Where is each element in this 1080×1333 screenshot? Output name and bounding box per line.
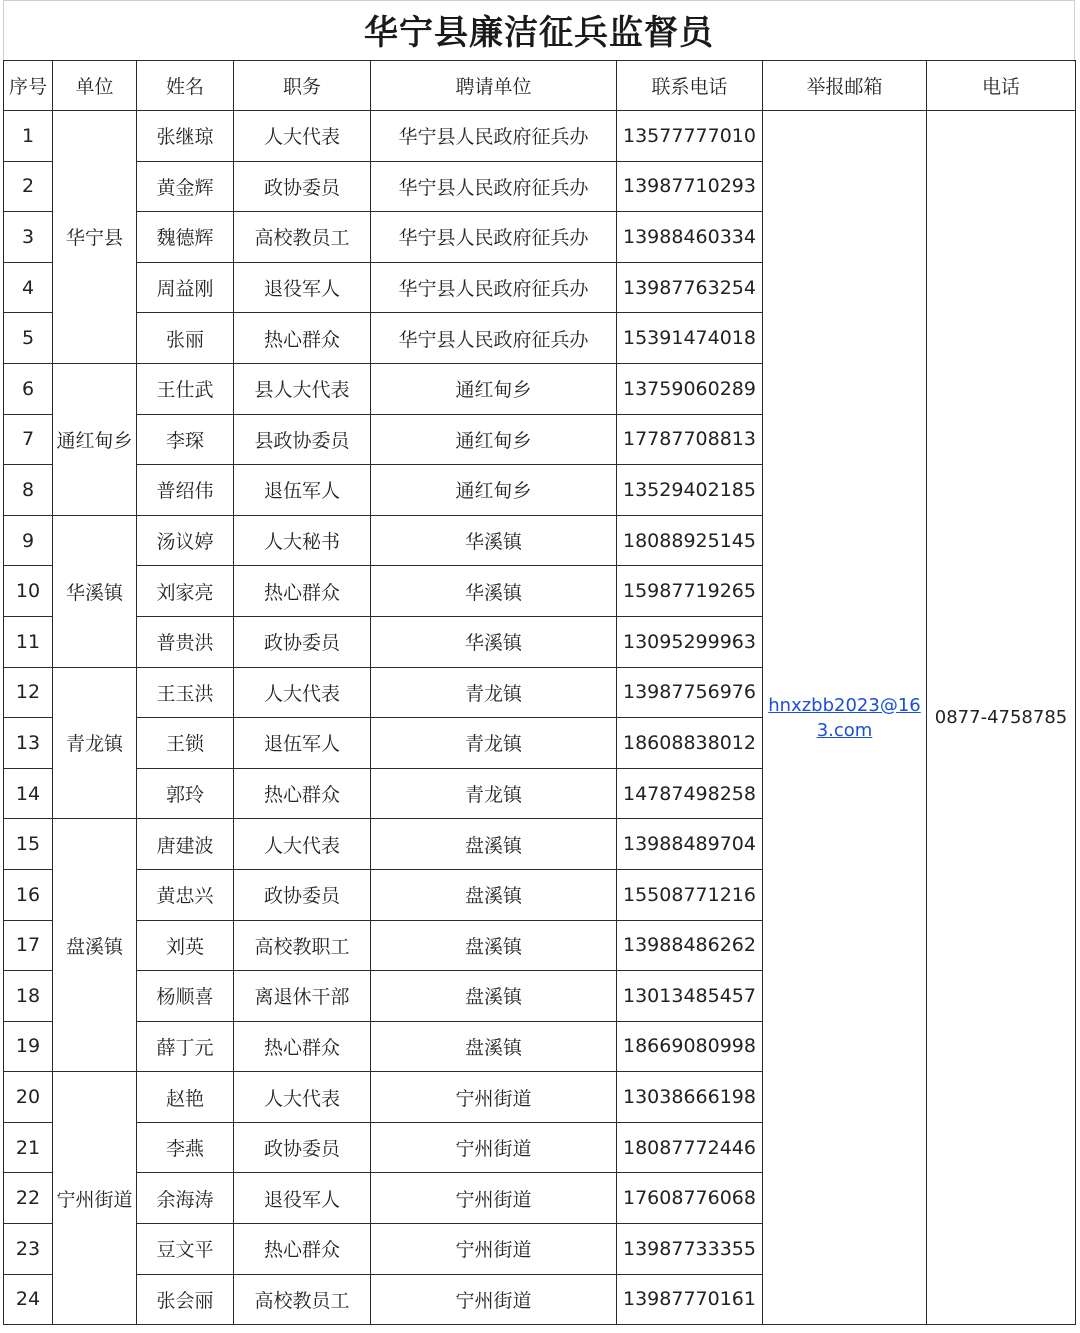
cell-index: 2 bbox=[4, 161, 53, 212]
cell-unit: 宁州街道 bbox=[53, 1072, 137, 1325]
cell-position: 高校教职工 bbox=[234, 920, 371, 971]
cell-contact-phone: 13987733355 bbox=[617, 1224, 763, 1275]
cell-index: 20 bbox=[4, 1072, 53, 1123]
cell-index: 18 bbox=[4, 971, 53, 1022]
cell-hiring-unit: 盘溪镇 bbox=[371, 869, 617, 920]
cell-position: 人大代表 bbox=[234, 667, 371, 718]
cell-hiring-unit: 盘溪镇 bbox=[371, 920, 617, 971]
cell-index: 14 bbox=[4, 768, 53, 819]
cell-hiring-unit: 青龙镇 bbox=[371, 768, 617, 819]
cell-index: 6 bbox=[4, 363, 53, 414]
header-position: 职务 bbox=[234, 61, 371, 111]
cell-index: 7 bbox=[4, 414, 53, 465]
supervisor-table bbox=[3, 60, 1076, 1325]
report-email-link[interactable]: hnxzbb2023@163.com bbox=[768, 694, 921, 741]
header-name: 姓名 bbox=[137, 61, 234, 111]
cell-name: 郭玲 bbox=[137, 768, 234, 819]
cell-contact-phone: 18669080998 bbox=[617, 1021, 763, 1072]
cell-position: 政协委员 bbox=[234, 161, 371, 212]
cell-position: 热心群众 bbox=[234, 313, 371, 364]
cell-unit: 通红甸乡 bbox=[53, 363, 137, 515]
cell-position: 离退休干部 bbox=[234, 971, 371, 1022]
cell-name: 张继琼 bbox=[137, 111, 234, 162]
cell-index: 23 bbox=[4, 1224, 53, 1275]
cell-name: 王仕武 bbox=[137, 363, 234, 414]
cell-position: 高校教员工 bbox=[234, 212, 371, 263]
cell-hiring-unit: 华宁县人民政府征兵办 bbox=[371, 313, 617, 364]
cell-hiring-unit: 通红甸乡 bbox=[371, 363, 617, 414]
cell-hiring-unit: 宁州街道 bbox=[371, 1173, 617, 1224]
header-row bbox=[4, 61, 1076, 111]
cell-contact-phone: 13013485457 bbox=[617, 971, 763, 1022]
cell-contact-phone: 13987756976 bbox=[617, 667, 763, 718]
cell-name: 刘家亮 bbox=[137, 566, 234, 617]
cell-contact-phone: 13577777010 bbox=[617, 111, 763, 162]
cell-index: 9 bbox=[4, 515, 53, 566]
cell-hiring-unit: 华宁县人民政府征兵办 bbox=[371, 212, 617, 263]
header-contact-phone: 联系电话 bbox=[617, 61, 763, 111]
page-title: 华宁县廉洁征兵监督员 bbox=[3, 0, 1075, 62]
header-report-email: 举报邮箱 bbox=[763, 61, 927, 111]
cell-position: 政协委员 bbox=[234, 616, 371, 667]
cell-hiring-unit: 盘溪镇 bbox=[371, 1021, 617, 1072]
cell-name: 刘英 bbox=[137, 920, 234, 971]
cell-name: 普贵洪 bbox=[137, 616, 234, 667]
cell-index: 12 bbox=[4, 667, 53, 718]
cell-index: 1 bbox=[4, 111, 53, 162]
cell-contact-phone: 17787708813 bbox=[617, 414, 763, 465]
cell-name: 周益刚 bbox=[137, 262, 234, 313]
cell-index: 19 bbox=[4, 1021, 53, 1072]
header-unit: 单位 bbox=[53, 61, 137, 111]
cell-name: 李燕 bbox=[137, 1122, 234, 1173]
cell-contact-phone: 15391474018 bbox=[617, 313, 763, 364]
cell-contact-phone: 13095299963 bbox=[617, 616, 763, 667]
table-row bbox=[4, 111, 1076, 162]
cell-unit: 华宁县 bbox=[53, 111, 137, 364]
cell-index: 10 bbox=[4, 566, 53, 617]
cell-hiring-unit: 宁州街道 bbox=[371, 1224, 617, 1275]
cell-name: 张丽 bbox=[137, 313, 234, 364]
cell-hiring-unit: 通红甸乡 bbox=[371, 465, 617, 516]
cell-index: 15 bbox=[4, 819, 53, 870]
cell-hiring-unit: 华溪镇 bbox=[371, 515, 617, 566]
cell-position: 热心群众 bbox=[234, 768, 371, 819]
header-hiring-unit: 聘请单位 bbox=[371, 61, 617, 111]
cell-index: 3 bbox=[4, 212, 53, 263]
cell-hiring-unit: 华宁县人民政府征兵办 bbox=[371, 111, 617, 162]
cell-position: 高校教员工 bbox=[234, 1274, 371, 1325]
cell-position: 人大代表 bbox=[234, 111, 371, 162]
cell-hiring-unit: 通红甸乡 bbox=[371, 414, 617, 465]
cell-name: 黄金辉 bbox=[137, 161, 234, 212]
cell-contact-phone: 18087772446 bbox=[617, 1122, 763, 1173]
cell-index: 21 bbox=[4, 1122, 53, 1173]
cell-contact-phone: 15508771216 bbox=[617, 869, 763, 920]
cell-contact-phone: 13529402185 bbox=[617, 465, 763, 516]
cell-contact-phone: 17608776068 bbox=[617, 1173, 763, 1224]
header-phone: 电话 bbox=[927, 61, 1076, 111]
cell-name: 普绍伟 bbox=[137, 465, 234, 516]
cell-position: 退伍军人 bbox=[234, 718, 371, 769]
cell-position: 人大秘书 bbox=[234, 515, 371, 566]
cell-name: 汤议婷 bbox=[137, 515, 234, 566]
cell-index: 17 bbox=[4, 920, 53, 971]
cell-hiring-unit: 华宁县人民政府征兵办 bbox=[371, 262, 617, 313]
cell-position: 人大代表 bbox=[234, 1072, 371, 1123]
cell-name: 黄忠兴 bbox=[137, 869, 234, 920]
cell-index: 16 bbox=[4, 869, 53, 920]
cell-index: 11 bbox=[4, 616, 53, 667]
cell-index: 5 bbox=[4, 313, 53, 364]
cell-unit: 华溪镇 bbox=[53, 515, 137, 667]
cell-position: 退役军人 bbox=[234, 1173, 371, 1224]
cell-contact-phone: 13987710293 bbox=[617, 161, 763, 212]
cell-index: 8 bbox=[4, 465, 53, 516]
cell-contact-phone: 18608838012 bbox=[617, 718, 763, 769]
cell-name: 王锁 bbox=[137, 718, 234, 769]
cell-name: 薛丁元 bbox=[137, 1021, 234, 1072]
cell-position: 退役军人 bbox=[234, 262, 371, 313]
cell-position: 政协委员 bbox=[234, 1122, 371, 1173]
cell-name: 李琛 bbox=[137, 414, 234, 465]
cell-name: 余海涛 bbox=[137, 1173, 234, 1224]
cell-contact-phone: 13038666198 bbox=[617, 1072, 763, 1123]
cell-unit: 盘溪镇 bbox=[53, 819, 137, 1072]
cell-position: 热心群众 bbox=[234, 566, 371, 617]
cell-hiring-unit: 华溪镇 bbox=[371, 566, 617, 617]
cell-position: 热心群众 bbox=[234, 1224, 371, 1275]
cell-name: 杨顺喜 bbox=[137, 971, 234, 1022]
cell-name: 唐建波 bbox=[137, 819, 234, 870]
cell-name: 王玉洪 bbox=[137, 667, 234, 718]
cell-hiring-unit: 宁州街道 bbox=[371, 1122, 617, 1173]
cell-position: 县人大代表 bbox=[234, 363, 371, 414]
cell-unit: 青龙镇 bbox=[53, 667, 137, 819]
cell-hiring-unit: 盘溪镇 bbox=[371, 819, 617, 870]
cell-report-phone: 0877-4758785 bbox=[927, 111, 1076, 1325]
cell-contact-phone: 13988486262 bbox=[617, 920, 763, 971]
cell-hiring-unit: 青龙镇 bbox=[371, 667, 617, 718]
cell-contact-phone: 13988460334 bbox=[617, 212, 763, 263]
header-index: 序号 bbox=[4, 61, 53, 111]
cell-position: 退伍军人 bbox=[234, 465, 371, 516]
cell-index: 22 bbox=[4, 1173, 53, 1224]
cell-hiring-unit: 宁州街道 bbox=[371, 1274, 617, 1325]
cell-hiring-unit: 青龙镇 bbox=[371, 718, 617, 769]
cell-position: 热心群众 bbox=[234, 1021, 371, 1072]
cell-name: 豆文平 bbox=[137, 1224, 234, 1275]
cell-position: 政协委员 bbox=[234, 869, 371, 920]
cell-report-email bbox=[763, 111, 927, 1325]
cell-position: 县政协委员 bbox=[234, 414, 371, 465]
cell-hiring-unit: 宁州街道 bbox=[371, 1072, 617, 1123]
cell-name: 赵艳 bbox=[137, 1072, 234, 1123]
cell-position: 人大代表 bbox=[234, 819, 371, 870]
cell-contact-phone: 13987763254 bbox=[617, 262, 763, 313]
cell-contact-phone: 13759060289 bbox=[617, 363, 763, 414]
cell-name: 张会丽 bbox=[137, 1274, 234, 1325]
cell-hiring-unit: 华宁县人民政府征兵办 bbox=[371, 161, 617, 212]
cell-contact-phone: 14787498258 bbox=[617, 768, 763, 819]
cell-index: 24 bbox=[4, 1274, 53, 1325]
cell-contact-phone: 15987719265 bbox=[617, 566, 763, 617]
cell-hiring-unit: 华溪镇 bbox=[371, 616, 617, 667]
cell-contact-phone: 13987770161 bbox=[617, 1274, 763, 1325]
cell-hiring-unit: 盘溪镇 bbox=[371, 971, 617, 1022]
cell-name: 魏德辉 bbox=[137, 212, 234, 263]
cell-contact-phone: 13988489704 bbox=[617, 819, 763, 870]
cell-index: 13 bbox=[4, 718, 53, 769]
cell-contact-phone: 18088925145 bbox=[617, 515, 763, 566]
cell-index: 4 bbox=[4, 262, 53, 313]
